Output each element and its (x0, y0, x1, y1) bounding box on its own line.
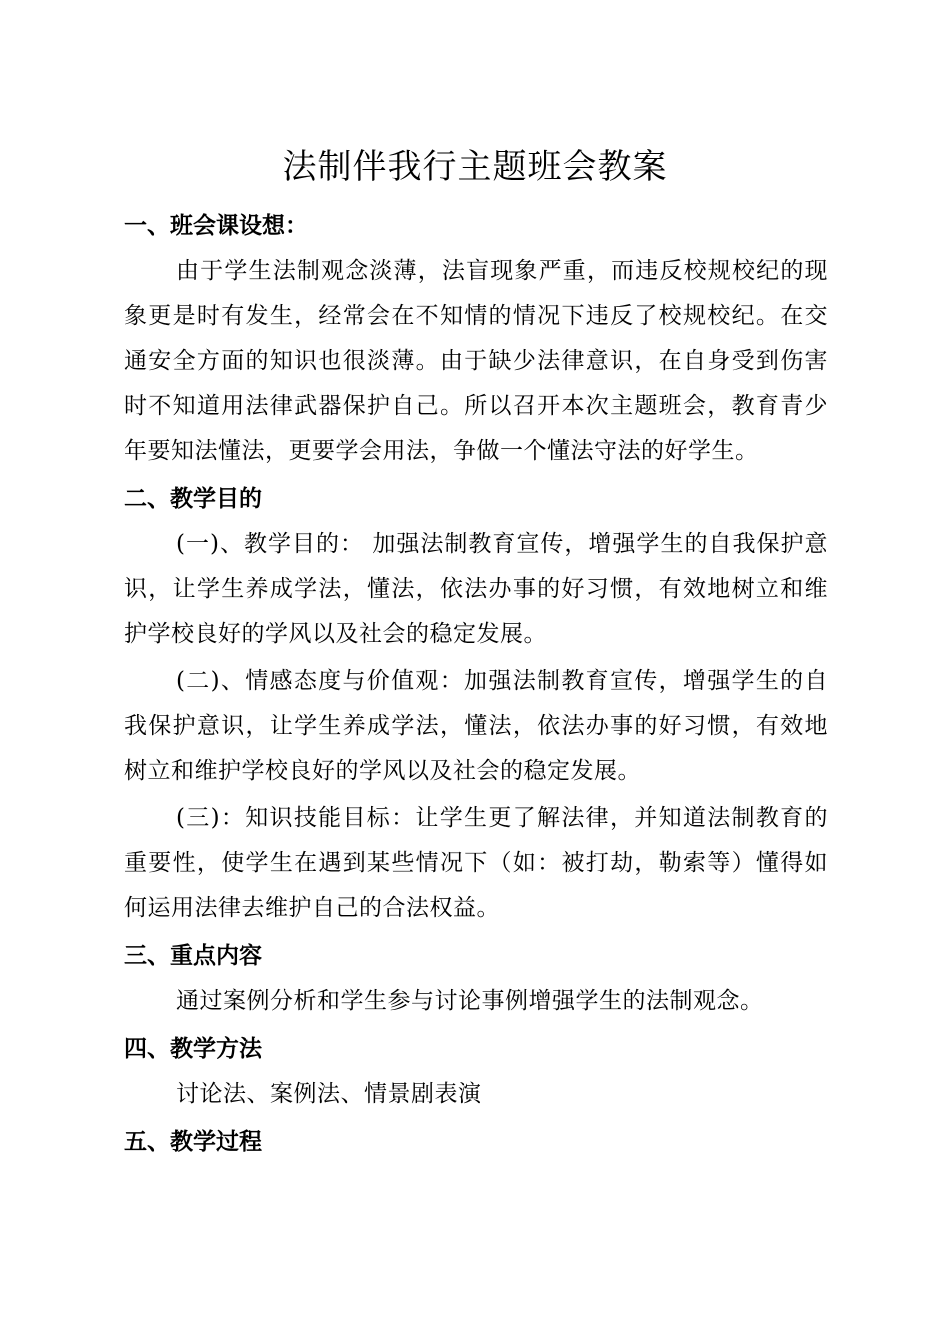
document-title: 法制伴我行主题班会教案 (282, 147, 668, 187)
section-heading-4: 四、教学方法 (124, 1036, 262, 1062)
section-heading-1: 一、班会课设想： (124, 213, 308, 239)
document-body (124, 205, 828, 1165)
section-3-paragraph: 通过案例分析和学生参与讨论事例增强学生的法制观念。 (176, 988, 764, 1014)
section-4-paragraph: 讨论法、案例法、情景剧表演 (176, 1081, 482, 1107)
section-2-paragraph-1: (一)、教学目的： 加强法制教育宣传，增强学生的自我保护意识，让学生养成学法，懂法，依法办事的好习惯，有效地树立和维护学校良好的学风以及社会的稳定发展。 (124, 531, 828, 647)
section-2-paragraph-3: (三)：知识技能目标：让学生更了解法律，并知道法制教育的重要性，使学生在遇到某些情况下（如：被打劫，勒索等）懂得如何运用法律去维护自己的合法权益。 (124, 805, 828, 921)
section-2-paragraph-2: (二)、情感态度与价值观：加强法制教育宣传，增强学生的自我保护意识，让学生养成学法，懂法，依法办事的好习惯，有效地树立和维护学校良好的学风以及社会的稳定发展。 (124, 668, 828, 784)
section-heading-2: 二、教学目的 (124, 486, 262, 512)
section-heading-5: 五、教学过程 (124, 1129, 262, 1155)
section-heading-3: 三、重点内容 (124, 943, 262, 969)
section-1-paragraph: 由于学生法制观念淡薄，法盲现象严重，而违反校规校纪的现象更是时有发生，经常会在不知情的情况下违反了校规校纪。在交通安全方面的知识也很淡薄。由于缺少法律意识，在自身受到伤害时不知道用法律武器保护自己。所以召开本次主题班会，教育青少年要知法懂法，更要学会用法，争做一个懂法守法的好学生。 (124, 258, 828, 464)
